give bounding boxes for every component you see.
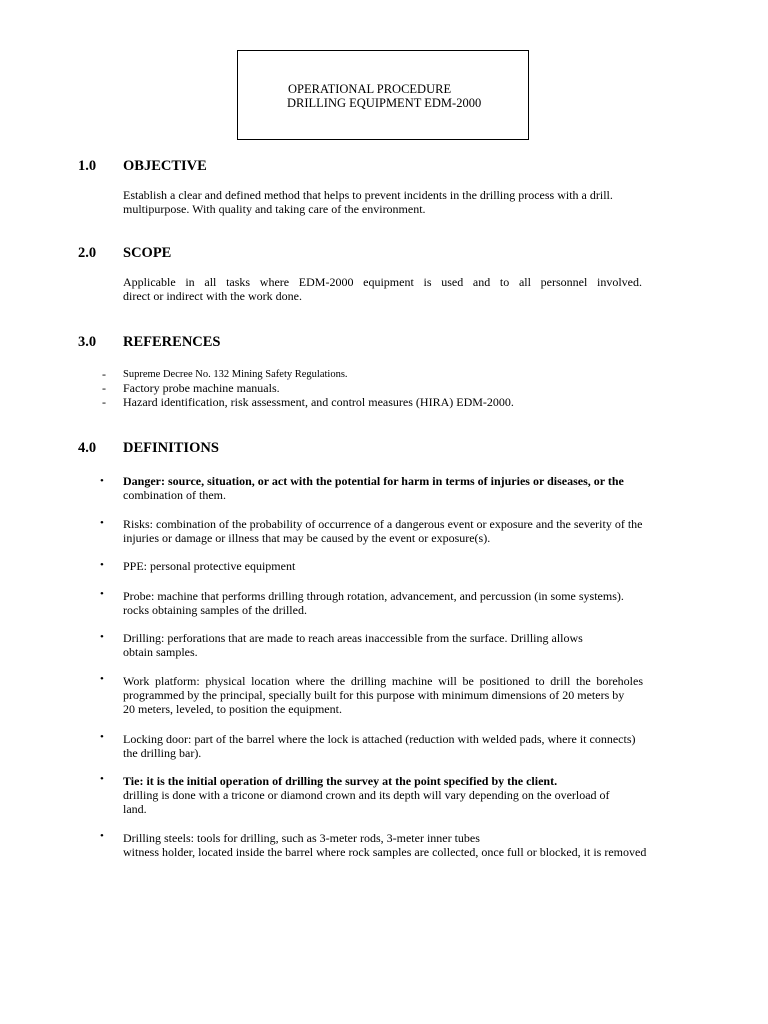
definition-line: Tie: it is the initial operation of drilling the survey at the point specified by the client. [123, 774, 558, 788]
definition-item [123, 732, 635, 760]
section-number: 1.0 [78, 158, 97, 174]
definition-item [123, 774, 610, 816]
section-number: 3.0 [78, 334, 97, 350]
definition-item [123, 559, 295, 573]
section-heading-definitions: DEFINITIONS [123, 440, 219, 456]
objective-paragraph [123, 188, 643, 216]
reference-item: Supreme Decree No. 132 Mining Safety Regulations. [123, 369, 348, 380]
bullet-icon: • [100, 517, 104, 529]
paragraph-line: Establish a clear and defined method that helps to prevent incidents in the drilling process with a drill. [123, 188, 613, 202]
list-dash: - [102, 395, 106, 409]
bullet-icon: • [100, 773, 104, 785]
bullet-icon: • [100, 559, 104, 571]
document-title: OPERATIONAL PROCEDURE [288, 82, 452, 96]
bullet-icon: • [100, 731, 104, 743]
definition-line: combination of them. [123, 488, 226, 502]
section-heading-references: REFERENCES [123, 334, 221, 350]
paragraph-line: multipurpose. With quality and taking care of the environment. [123, 202, 426, 216]
definition-line: Locking door: part of the barrel where the lock is attached (reduction with welded pads, where it connects) [123, 732, 636, 746]
definition-item [123, 474, 624, 502]
definition-line: programmed by the principal, specially built for this purpose with minimum dimensions of 20 meters by [123, 688, 625, 702]
definition-line: rocks obtaining samples of the drilled. [123, 603, 307, 617]
document-subtitle: DRILLING EQUIPMENT EDM-2000 [287, 96, 482, 110]
definition-line: PPE: personal protective equipment [123, 559, 296, 573]
paragraph-line: Applicable in all tasks where EDM-2000 equipment is used and to all personnel involved. [123, 275, 642, 289]
definition-line: Drilling steels: tools for drilling, such as 3-meter rods, 3-meter inner tubes [123, 831, 480, 845]
bullet-icon: • [100, 588, 104, 600]
definition-line: Danger: source, situation, or act with the potential for harm in terms of injuries or diseases, or the [123, 474, 624, 488]
definition-line: the drilling bar). [123, 746, 202, 760]
definition-item [123, 517, 643, 545]
section-number: 4.0 [78, 440, 97, 456]
reference-item: Hazard identification, risk assessment, and control measures (HIRA) EDM-2000. [123, 395, 514, 409]
definition-line: drilling is done with a tricone or diamond crown and its depth will vary depending on the overload of [123, 788, 610, 802]
section-number: 2.0 [78, 245, 97, 261]
definition-line: 20 meters, leveled, to position the equipment. [123, 702, 342, 716]
section-heading-scope: SCOPE [123, 245, 172, 261]
definition-line: witness holder, located inside the barrel where rock samples are collected, once full or blocked, it is removed [123, 845, 647, 859]
definition-item [123, 674, 643, 716]
definition-line: Work platform: physical location where the drilling machine will be positioned to drill the boreholes [123, 674, 643, 688]
list-dash: - [102, 367, 106, 381]
definition-item [123, 631, 583, 659]
bullet-icon: • [100, 631, 104, 643]
bullet-icon: • [100, 830, 104, 842]
reference-item: Factory probe machine manuals. [123, 381, 280, 395]
bullet-icon: • [100, 475, 104, 487]
definition-line: Risks: combination of the probability of occurrence of a dangerous event or exposure and the severity of the [123, 517, 643, 531]
definition-line: injuries or damage or illness that may be caused by the event or exposure(s). [123, 531, 491, 545]
definition-item [123, 589, 624, 617]
definition-line: Drilling: perforations that are made to reach areas inaccessible from the surface. Drilling allows [123, 631, 583, 645]
scope-paragraph [123, 275, 642, 303]
bullet-icon: • [100, 673, 104, 685]
paragraph-line: direct or indirect with the work done. [123, 289, 302, 303]
definition-item [123, 831, 646, 859]
definition-line: obtain samples. [123, 645, 198, 659]
section-heading-objective: OBJECTIVE [123, 158, 207, 174]
definition-line: Probe: machine that performs drilling through rotation, advancement, and percussion (in some systems). [123, 589, 624, 603]
definition-line: land. [123, 802, 147, 816]
list-dash: - [102, 381, 106, 395]
